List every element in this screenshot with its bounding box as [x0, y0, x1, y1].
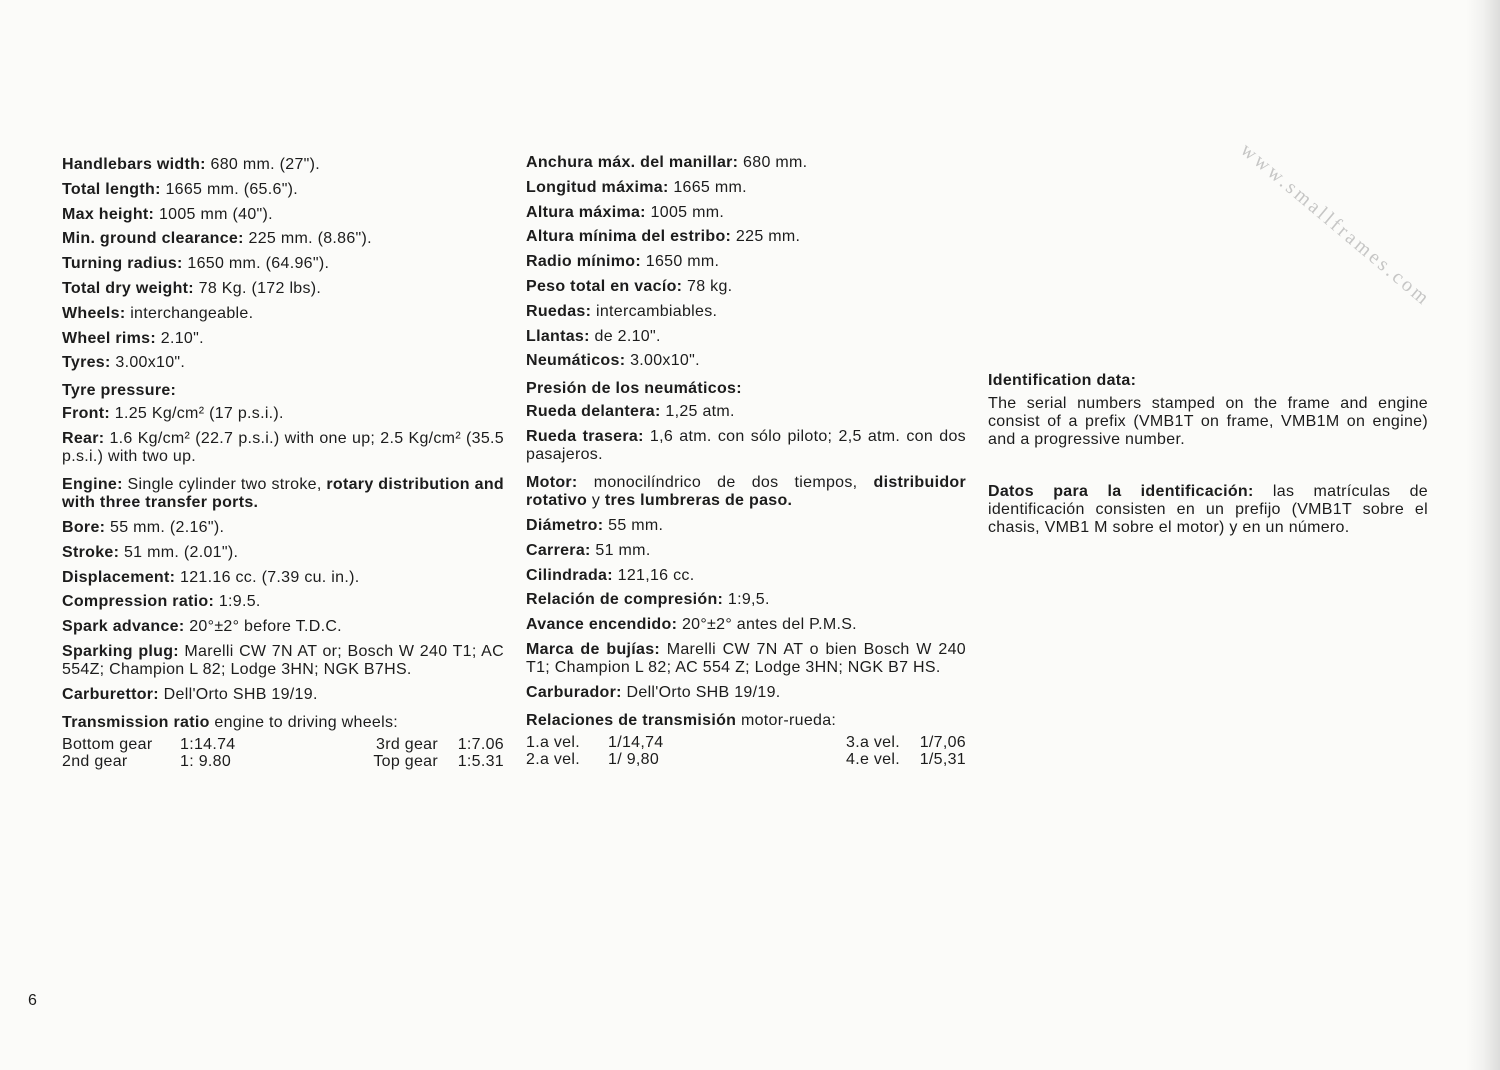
spec-label: Spark advance: [62, 618, 185, 636]
spec-label: Cilindrada: [526, 566, 613, 584]
spec-value: 121,16 cc. [612, 566, 695, 584]
spec-value: intercambiables. [591, 302, 718, 320]
gear-ratio: 1/7,06 [919, 733, 966, 751]
engine-spec-line [526, 567, 966, 585]
front-pressure-value: 1,25 atm. [660, 403, 735, 421]
spec-line [62, 280, 504, 298]
spec-value: 2.10". [156, 329, 204, 347]
engine-spec-line [62, 519, 504, 537]
spec-value: Marelli CW 7N AT o bien Bosch W 240 T1; Champion L 82; AC 554 Z; Lodge 3HN; NGK B7 HS. [526, 640, 966, 676]
spec-label: Carburador: [526, 683, 622, 701]
front-pressure-label: Front: [62, 405, 111, 423]
spec-value: 680 mm. (27"). [205, 156, 320, 173]
engine-spec-line [62, 569, 504, 587]
spec-value: 680 mm. [738, 154, 808, 171]
engine-spec-line [526, 517, 966, 535]
gear-name: 4.e vel. [846, 750, 900, 768]
engine-spec-line [526, 542, 966, 560]
spec-line [526, 278, 966, 296]
spec-value: 1:9,5. [723, 591, 770, 609]
spec-value: interchangeable. [125, 304, 254, 322]
spec-line [62, 230, 504, 248]
spec-label: Radio mínimo: [526, 253, 642, 271]
spec-label: Altura mínima del estribo: [526, 228, 732, 246]
spec-label: Peso total en vacío: [526, 277, 683, 295]
spec-label: Longitud máxima: [526, 178, 669, 196]
transmission-label: Transmission ratio [62, 713, 210, 731]
engine-line [62, 476, 504, 512]
gear-name: Bottom gear [62, 735, 153, 753]
spec-label: Stroke: [62, 543, 120, 561]
engine-line [526, 474, 966, 510]
spec-value: 121.16 cc. (7.39 cu. in.). [175, 568, 360, 586]
spec-label: Compression ratio: [62, 593, 215, 611]
spec-line [62, 181, 504, 199]
spec-value: 1005 mm. [645, 203, 725, 221]
rear-pressure-label: Rueda trasera: [526, 428, 644, 446]
spec-label: Carburettor: [62, 685, 159, 703]
front-pressure-label: Rueda delantera: [526, 403, 661, 421]
front-pressure-line [526, 403, 966, 421]
engine-spec-line [526, 616, 966, 634]
transmission-text: engine to driving wheels: [209, 713, 399, 731]
spec-value: 1:9.5. [214, 593, 261, 611]
spec-label: Altura máxima: [526, 203, 646, 221]
transmission-heading [526, 712, 966, 730]
spec-value: 20°±2° antes del P.M.S. [677, 616, 857, 634]
table-row [62, 753, 504, 770]
gear-ratio: 1:14.74 [180, 735, 236, 753]
spec-line [62, 330, 504, 348]
sparking-plug-line [526, 641, 966, 677]
table-row [526, 734, 966, 751]
spec-label: Relación de compresión: [526, 591, 724, 609]
identification-es-line [988, 483, 1428, 537]
spec-value: Dell'Orto SHB 19/19. [621, 683, 781, 701]
transmission-label: Relaciones de transmisión [526, 711, 737, 729]
front-pressure-value: 1.25 Kg/cm² (17 p.s.i.). [110, 405, 284, 423]
spec-value: Marelli CW 7N AT or; Bosch W 240 T1; AC 554Z; Champion L 82; Lodge 3HN; NGK B7HS. [62, 642, 504, 678]
spec-value: 225 mm. (8.86"). [243, 230, 372, 248]
gear-name: 3rd gear [376, 735, 438, 753]
spec-value: 55 mm. (2.16"). [105, 518, 225, 536]
engine-spec-line [526, 591, 966, 609]
identification-es-heading: Datos para la identificación: [988, 483, 1254, 500]
rear-pressure-line [526, 428, 966, 464]
engine-bold-text: rotary distribution and with three transfer ports. [62, 476, 505, 512]
spec-value: 1665 mm. (65.6"). [160, 180, 299, 198]
engine-label: Engine: [62, 476, 123, 494]
spec-value: 225 mm. [731, 228, 801, 246]
spec-label: Tyres: [62, 354, 111, 372]
spec-value: 78 Kg. (172 lbs). [193, 279, 322, 297]
spec-value: Dell'Orto SHB 19/19. [158, 685, 318, 703]
spanish-column [526, 154, 966, 768]
spec-value: 3.00x10". [110, 354, 186, 372]
spec-label: Total length: [62, 180, 161, 198]
page-edge-shadow [1466, 0, 1500, 1070]
engine-label: Motor: [526, 474, 578, 492]
tyre-pressure-heading: Presión de los neumáticos: [526, 380, 742, 398]
spec-label: Neumáticos: [526, 352, 626, 370]
gear-ratio: 1:7.06 [457, 735, 504, 753]
spec-line [62, 206, 504, 224]
engine-bold-text: distribuidor rotativo [526, 474, 966, 510]
rear-pressure-label: Rear: [62, 430, 105, 448]
spec-label: Sparking plug: [62, 642, 179, 660]
spec-value: 1650 mm. [641, 253, 720, 271]
spec-label: Wheel rims: [62, 329, 156, 347]
spec-value: 1665 mm. [668, 178, 747, 196]
engine-spec-line [62, 544, 504, 562]
identification-heading: Identification data: [988, 372, 1137, 389]
transmission-heading [62, 714, 504, 732]
spec-line [526, 253, 966, 271]
spec-label: Min. ground clearance: [62, 230, 244, 248]
spec-value: 3.00x10". [625, 352, 700, 370]
tyre-pressure-heading: Tyre pressure: [62, 382, 177, 400]
rear-pressure-value: 1,6 atm. con sólo piloto; 2,5 atm. con dos pasajeros. [526, 428, 966, 464]
gear-name: 2.a vel. [526, 750, 580, 768]
spec-line [62, 255, 504, 273]
spec-label: Diámetro: [526, 516, 604, 534]
spec-value: de 2.10". [589, 327, 661, 345]
carburettor-line [62, 686, 504, 704]
spec-value: 20°±2° before T.D.C. [184, 618, 342, 636]
identification-es-text: las matrículas de identificación consisten en un prefijo (VMB1T sobre el chasis, VMB1 M sobre el motor) y en un número. [988, 483, 1428, 536]
page-number: 6 [28, 992, 37, 1009]
spec-line [526, 204, 966, 222]
carburettor-line [526, 684, 966, 702]
gear-ratio-table [62, 736, 504, 770]
spec-label: Anchura máx. del manillar: [526, 154, 739, 171]
gear-name: 3.a vel. [846, 733, 900, 751]
spec-line [62, 354, 504, 372]
gear-ratio: 1: 9.80 [180, 752, 232, 770]
spec-value: 51 mm. (2.01"). [119, 543, 239, 561]
rear-pressure-value: 1.6 Kg/cm² (22.7 p.s.i.) with one up; 2.5 Kg/cm² (35.5 p.s.i.) with two up. [62, 430, 504, 466]
spec-label: Displacement: [62, 568, 176, 586]
spec-line [526, 228, 966, 246]
spec-line [526, 352, 966, 370]
table-row [526, 751, 966, 768]
english-column [62, 156, 504, 770]
spec-value: 1005 mm (40"). [154, 205, 273, 223]
gear-name: Top gear [373, 752, 438, 770]
sparking-plug-line [62, 643, 504, 679]
spec-value: 55 mm. [603, 516, 664, 534]
gear-name: 1.a vel. [526, 733, 580, 751]
spec-label: Bore: [62, 518, 106, 536]
engine-text: monocilíndrico de dos tiempos, [577, 474, 874, 492]
gear-ratio: 1:5.31 [457, 752, 504, 770]
spec-label: Avance encendido: [526, 616, 678, 634]
spec-label: Carrera: [526, 541, 591, 559]
table-row [62, 736, 504, 753]
spec-line [526, 303, 966, 321]
spec-label: Handlebars width: [62, 156, 206, 173]
spec-line [62, 156, 504, 174]
spec-line [62, 305, 504, 323]
watermark: www.smallframes.com [1236, 138, 1436, 311]
spec-label: Max height: [62, 205, 155, 223]
gear-ratio-table [526, 734, 966, 768]
gear-ratio: 1/ 9,80 [608, 750, 660, 768]
gear-ratio: 1/5,31 [919, 750, 966, 768]
engine-text: y [587, 492, 605, 510]
transmission-text: motor-rueda: [736, 711, 837, 729]
gear-name: 2nd gear [62, 752, 128, 770]
spec-line [526, 179, 966, 197]
spec-value: 1650 mm. (64.96"). [182, 255, 330, 273]
engine-spec-line [62, 593, 504, 611]
gear-ratio: 1/14,74 [608, 733, 664, 751]
engine-bold-text: tres lumbreras de paso. [604, 492, 793, 510]
spec-label: Wheels: [62, 304, 126, 322]
spec-label: Llantas: [526, 327, 590, 345]
front-pressure-line [62, 405, 504, 423]
spec-value: 78 kg. [682, 277, 733, 295]
spec-label: Total dry weight: [62, 279, 194, 297]
rear-pressure-line [62, 430, 504, 466]
spec-value: 51 mm. [590, 541, 651, 559]
engine-spec-line [62, 618, 504, 636]
spec-label: Marca de bujías: [526, 640, 661, 658]
spec-label: Ruedas: [526, 302, 592, 320]
spec-line [526, 154, 966, 172]
identification-text: The serial numbers stamped on the frame and engine consist of a prefix (VMB1T on frame, VMB1M on engine) and a progressive number. [988, 395, 1428, 448]
spec-line [526, 328, 966, 346]
engine-text: Single cylinder two stroke, [122, 476, 327, 494]
identification-column [988, 372, 1428, 544]
spec-label: Turning radius: [62, 255, 183, 273]
